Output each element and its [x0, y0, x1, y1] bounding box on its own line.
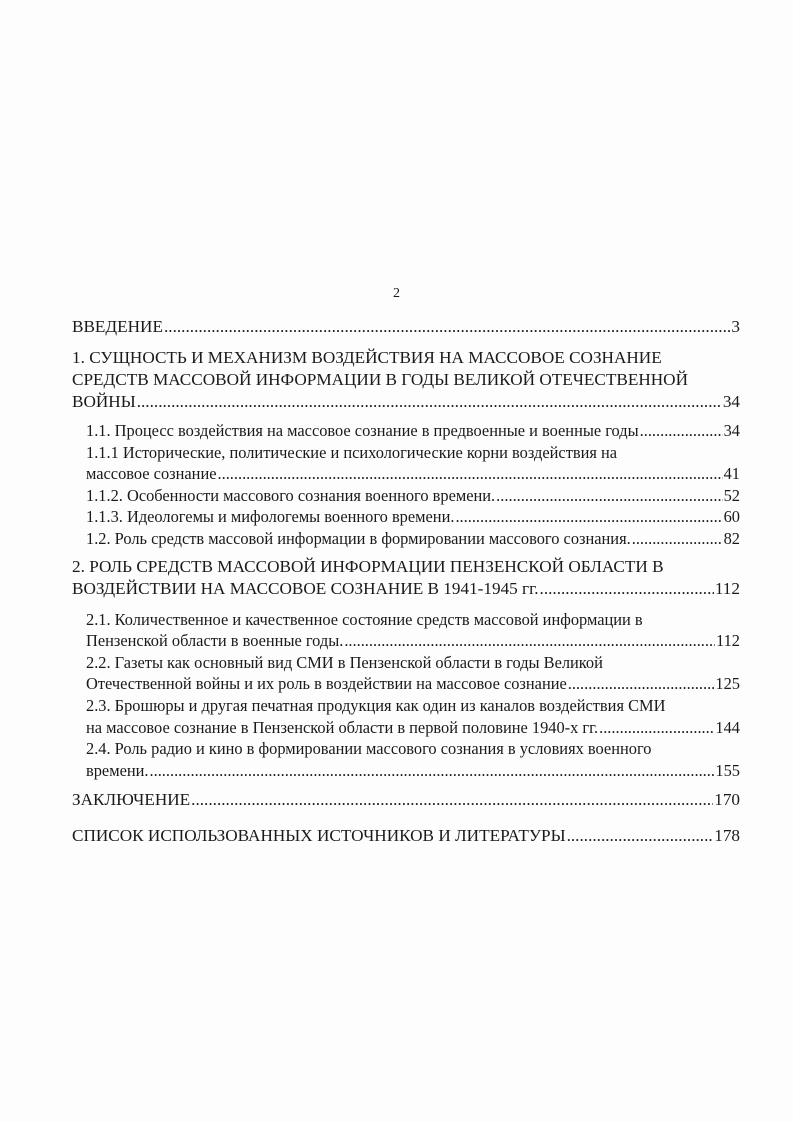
toc-entry-page: 3	[731, 317, 740, 336]
dot-leader	[640, 420, 723, 442]
toc-entry-title: ВОЗДЕЙСТВИИ НА МАССОВОЕ СОЗНАНИЕ В 1941-1945 гг.	[72, 578, 539, 598]
toc-entry-page: 82	[723, 528, 740, 548]
dot-leader	[218, 463, 723, 485]
toc-entry-title: 1.1.2. Особенности массового сознания военного времени.	[86, 485, 496, 505]
toc-entry-title-line: 2.3. Брошюры и другая печатная продукция как один из каналов воздействия СМИ	[86, 695, 666, 715]
dot-leader	[137, 391, 722, 413]
toc-entry-section-1-1-1[interactable]	[72, 442, 740, 485]
toc-entry-conclusion[interactable]	[72, 789, 740, 811]
toc-entry-section-1-1[interactable]	[72, 420, 740, 442]
toc-entry-page: 125	[715, 674, 740, 694]
dot-leader	[496, 485, 722, 507]
toc-entry-title: Пензенской области в военные годы.	[86, 631, 344, 651]
toc-entry-title-line: 2.1. Количественное и качественное состояние средств массовой информации в	[86, 609, 643, 629]
toc-entry-page: 178	[714, 826, 740, 846]
toc-entry-page: 170	[714, 790, 740, 810]
toc-entry-title: СПИСОК ИСПОЛЬЗОВАННЫХ ИСТОЧНИКОВ И ЛИТЕРАТУРЫ	[72, 826, 566, 846]
dot-leader	[567, 825, 714, 847]
toc-entry-title: Отечественной войны и их роль в воздействии на массовое сознание	[86, 674, 567, 694]
toc-entry-title: ВВЕДЕНИЕ	[72, 317, 163, 336]
toc-entry-page: 112	[716, 631, 740, 651]
dot-leader	[568, 673, 715, 695]
dot-leader	[191, 789, 713, 811]
toc-entry-page: 34	[723, 421, 740, 440]
toc-entry-section-1-1-2[interactable]	[72, 485, 740, 507]
toc-entry-title: на массовое сознание в Пензенской области в первой половине 1940-х гг.	[86, 717, 599, 737]
toc-entry-title: 1.2. Роль средств массовой информации в формировании массового сознания.	[86, 528, 631, 548]
toc-entry-section-1-1-3[interactable]	[72, 506, 740, 528]
toc-entry-page: 144	[715, 717, 740, 737]
toc-entry-title-line: 2. РОЛЬ СРЕДСТВ МАССОВОЙ ИНФОРМАЦИИ ПЕНЗЕНСКОЙ ОБЛАСТИ В	[72, 556, 664, 576]
toc-entry-title: ВОЙНЫ	[72, 392, 136, 411]
toc-entry-title-line: 1.1.1 Исторические, политические и психологические корни воздействия на	[86, 442, 618, 462]
dot-leader	[455, 506, 722, 528]
toc-entry-title: 1.1.3. Идеологемы и мифологемы военного времени.	[86, 507, 455, 527]
toc-entry-title: массовое сознание	[86, 464, 217, 484]
page-number: 2	[393, 286, 400, 301]
toc-entry-title-line: 2.2. Газеты как основный вид СМИ в Пензенской области в годы Великой	[86, 652, 603, 672]
dot-leader	[632, 528, 723, 550]
dot-leader	[164, 316, 730, 338]
toc-entry-chapter-2[interactable]	[72, 556, 740, 600]
toc-entry-introduction[interactable]	[72, 316, 740, 338]
toc-entry-page: 155	[715, 760, 740, 780]
toc-entry-sources[interactable]	[72, 825, 740, 847]
dot-leader	[344, 630, 715, 652]
toc-entry-page: 52	[723, 485, 740, 505]
toc-entry-chapter-1[interactable]	[72, 347, 740, 413]
toc-entry-section-2-1[interactable]	[72, 609, 740, 652]
toc-entry-section-2-3[interactable]	[72, 695, 740, 738]
toc-entry-section-1-2[interactable]	[72, 528, 740, 550]
dot-leader	[599, 717, 714, 739]
toc-entry-title: 1.1. Процесс воздействия на массовое сознание в предвоенные и военные годы	[86, 421, 639, 440]
toc-entry-page: 34	[722, 392, 740, 411]
toc-entry-title-line: 1. СУЩНОСТЬ И МЕХАНИЗМ ВОЗДЕЙСТВИЯ НА МАССОВОЕ СОЗНАНИЕ	[72, 348, 662, 367]
toc-entry-title: времени.	[86, 760, 149, 780]
toc-entry-page: 41	[723, 464, 740, 484]
table-of-contents	[72, 316, 740, 847]
toc-entry-page: 60	[723, 507, 740, 527]
dot-leader	[150, 760, 715, 782]
toc-entry-page: 112	[714, 578, 740, 598]
toc-entry-section-2-2[interactable]	[72, 652, 740, 695]
dot-leader	[540, 578, 714, 600]
toc-entry-section-2-4[interactable]	[72, 738, 740, 781]
toc-entry-title-line: СРЕДСТВ МАССОВОЙ ИНФОРМАЦИИ В ГОДЫ ВЕЛИКОЙ ОТЕЧЕСТВЕННОЙ	[72, 370, 688, 389]
toc-entry-title-line: 2.4. Роль радио и кино в формировании массового сознания в условиях военного	[86, 739, 652, 759]
toc-entry-title: ЗАКЛЮЧЕНИЕ	[72, 790, 191, 810]
